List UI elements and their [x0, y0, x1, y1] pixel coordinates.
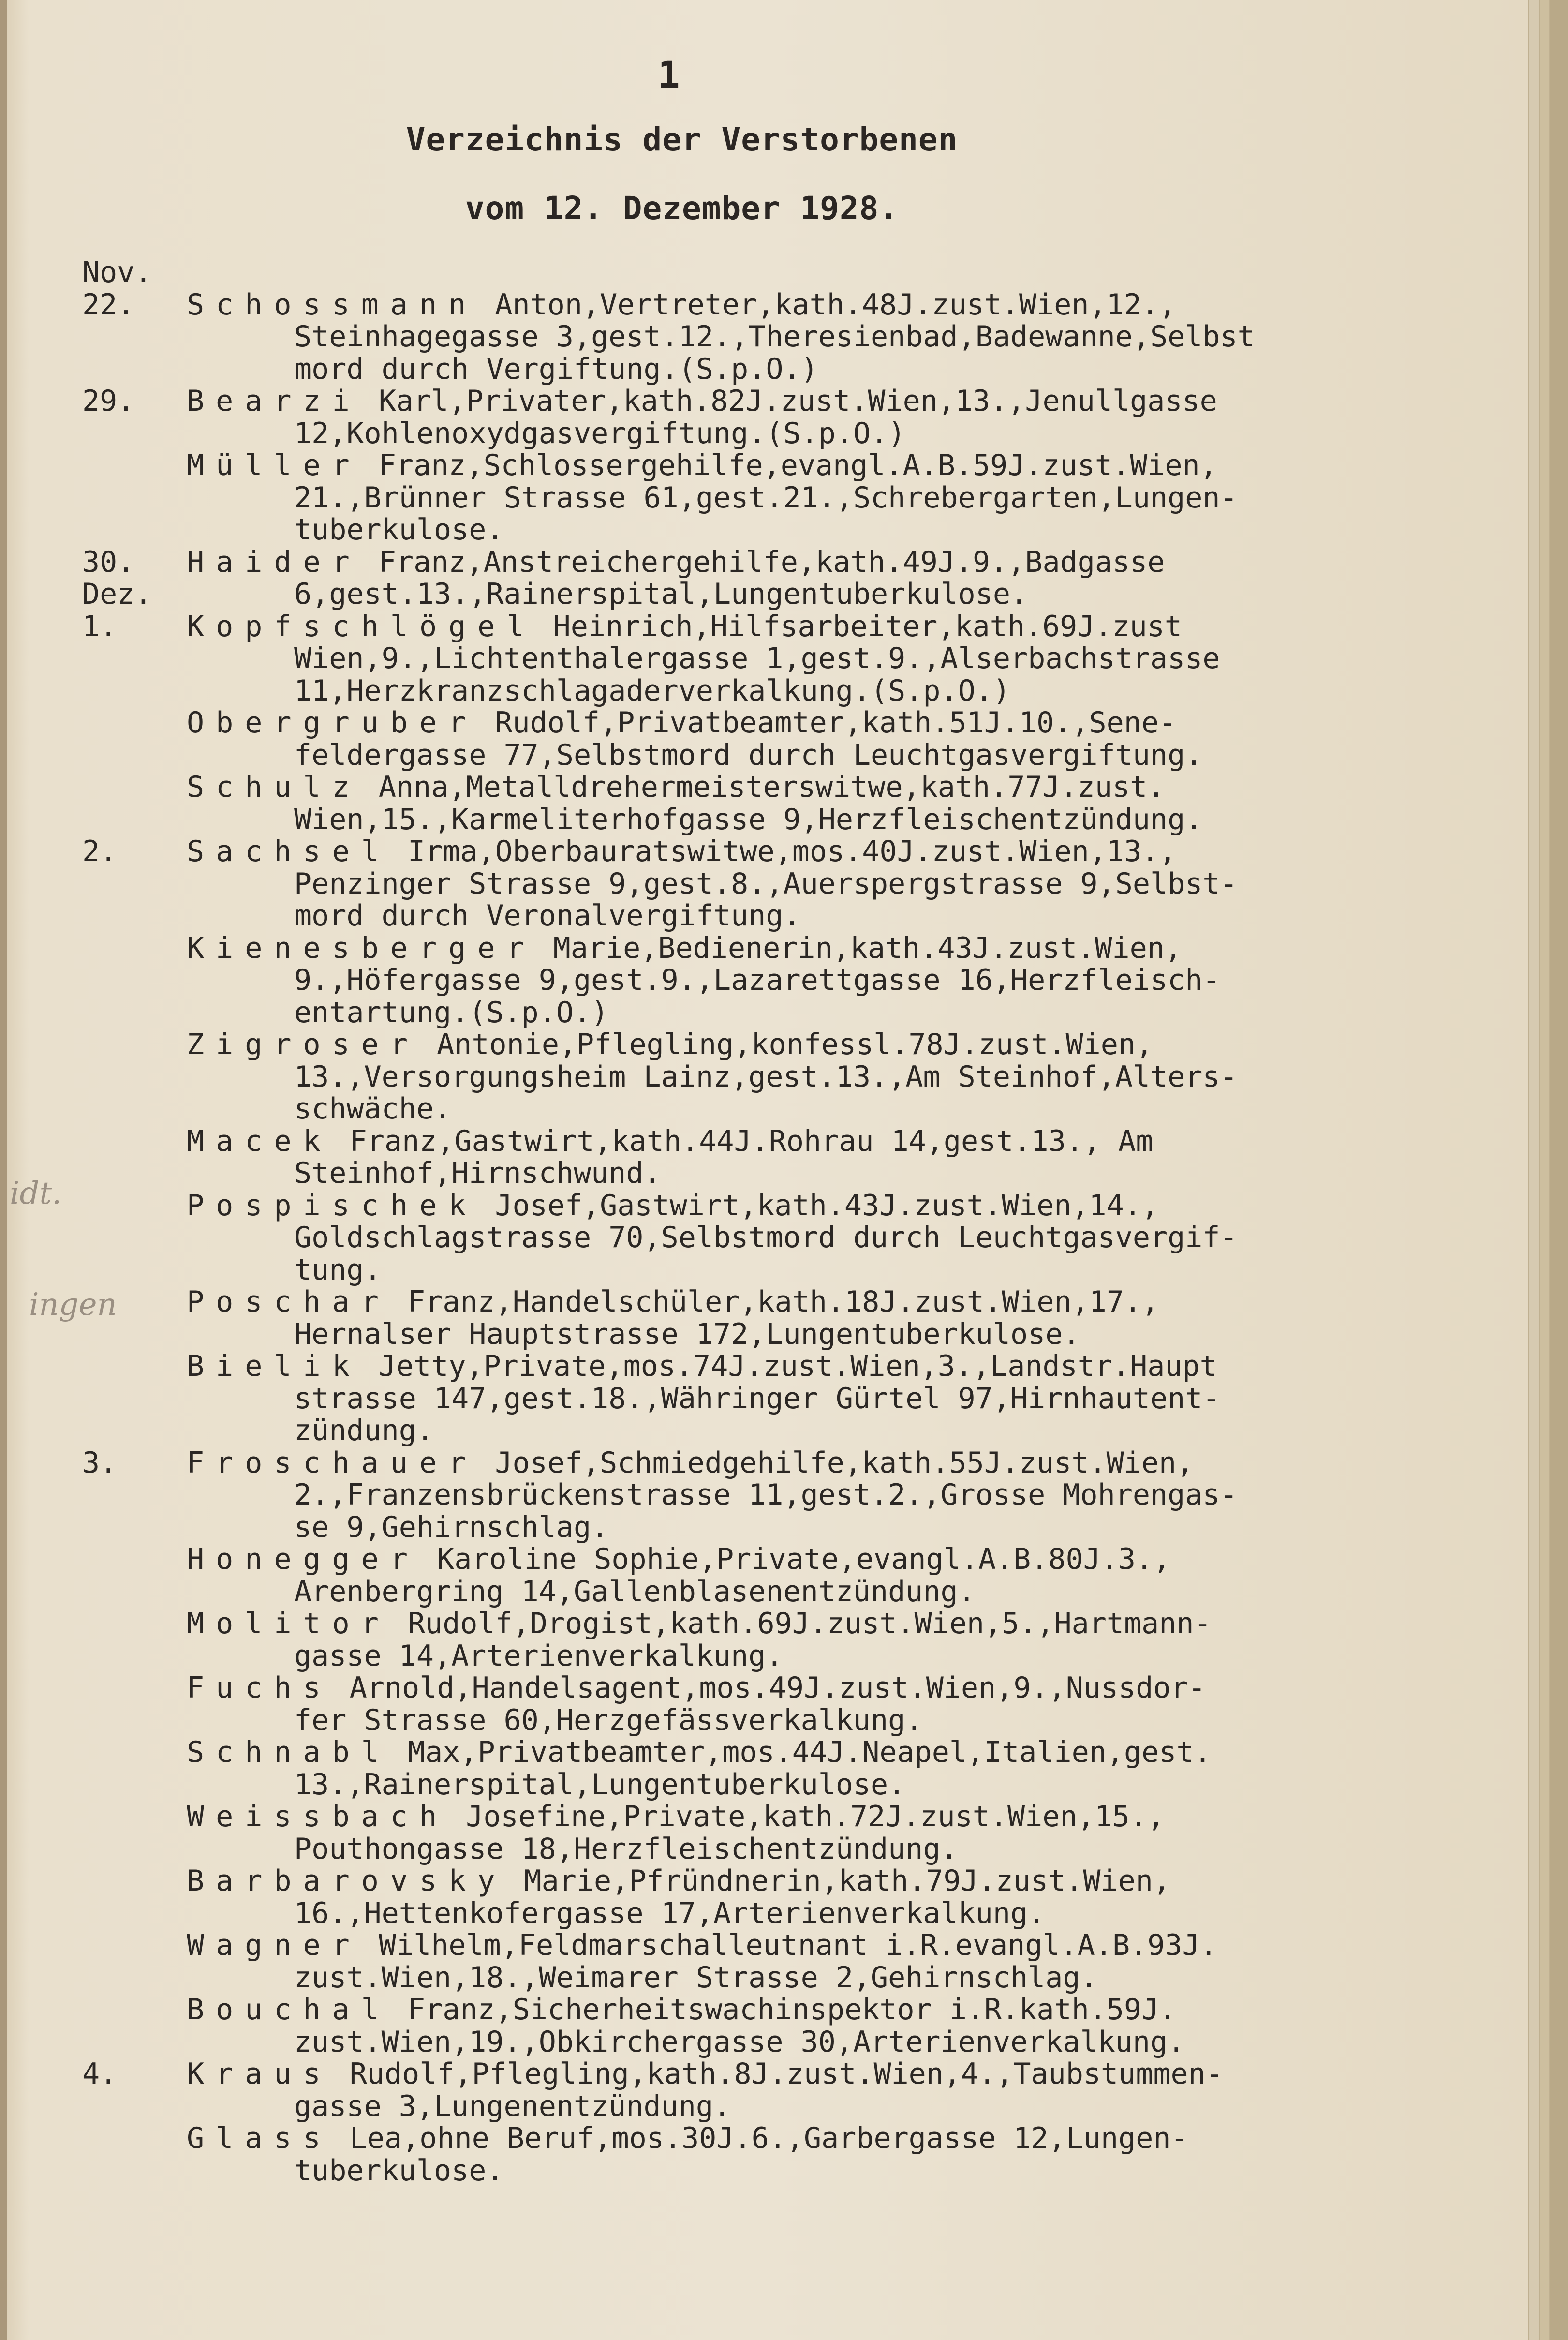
entry-details: Jetty,Private,mos.74J.zust.Wien,3.,Landstr.Haupt [361, 1349, 1217, 1383]
entry-line [82, 1897, 1485, 1930]
binding-edge [0, 0, 7, 2340]
margin-mark-1: idt. [10, 1176, 62, 1211]
entry-date: 4. [82, 2057, 118, 2091]
entry-details: Rudolf,Drogist,kath.69J.zust.Wien,5.,Hartmann- [390, 1607, 1212, 1640]
entry-text [294, 1962, 1098, 1994]
entry-line [82, 642, 1485, 675]
entry-details: Goldschlagstrasse 70,Selbstmord durch Leuchtgasvergif- [294, 1221, 1238, 1254]
entry-line [82, 1736, 1485, 1769]
deceased-surname: Schnabl [187, 1735, 390, 1769]
deceased-surname: Bearzi [187, 384, 361, 418]
entry-text [294, 900, 801, 932]
entry-text [187, 932, 1182, 965]
entry-line [82, 1190, 1485, 1222]
entry-details: Karoline Sophie,Private,evangl.A.B.80J.3., [419, 1542, 1171, 1576]
page-edge [1539, 0, 1550, 2340]
entry-details: Marie,Pfründnerin,kath.79J.zust.Wien, [506, 1864, 1171, 1898]
entry-line [82, 1447, 1485, 1479]
entry-line [82, 1511, 1485, 1544]
entry-text [187, 707, 1176, 739]
entry-text [187, 546, 1165, 579]
entry-details: Franz,Gastwirt,kath.44J.Rohrau 14,gest.13., Am [332, 1124, 1154, 1158]
entry-date: Dez. [82, 577, 152, 611]
entry-details: Arnold,Handelsagent,mos.49J.zust.Wien,9.,Nussdor- [332, 1671, 1206, 1705]
entry-details: se 9,Gehirnschlag. [294, 1510, 609, 1544]
deceased-surname: Weissbach [187, 1800, 449, 1833]
entry-line [82, 385, 1485, 417]
deceased-surname: Macek [187, 1124, 332, 1158]
entry-line [82, 1222, 1485, 1254]
entry-details: Josefine,Private,kath.72J.zust.Wien,15., [448, 1800, 1165, 1833]
entry-text [294, 321, 1255, 353]
entry-text [294, 1383, 1220, 1415]
entry-details: Wilhelm,Feldmarschalleutnant i.R.evangl.A.B.93J. [361, 1928, 1217, 1962]
entry-text [294, 1704, 923, 1737]
entry-text [294, 514, 503, 546]
entry-line [82, 1254, 1485, 1286]
document-title: Verzeichnis der Verstorbenen [406, 121, 958, 158]
entry-text [187, 1929, 1217, 1962]
entry-details: Rudolf,Privatbeamter,kath.51J.10.,Sene- [477, 706, 1177, 740]
entry-line [82, 1994, 1485, 2026]
deceased-surname: Pospischek [187, 1188, 478, 1222]
deceased-surname: Schulz [187, 770, 361, 804]
entry-details: Rudolf,Pflegling,kath.8J.zust.Wien,4.,Taubstummen- [332, 2057, 1223, 2091]
entry-line [82, 449, 1485, 482]
deceased-surname: Bielik [187, 1349, 361, 1383]
entry-text [294, 964, 1220, 997]
entry-details: 9.,Höfergasse 9,gest.9.,Lazarettgasse 16,Herzfleisch- [294, 963, 1220, 997]
page-edge [1549, 0, 1568, 2340]
entry-text [294, 997, 608, 1029]
entry-date: 1. [82, 609, 118, 643]
entry-line [82, 514, 1485, 546]
entry-details: zündung. [294, 1414, 434, 1447]
entry-text [187, 835, 1176, 868]
deceased-surname: Honegger [187, 1542, 419, 1576]
deceased-surname: Molitor [187, 1607, 390, 1640]
entry-details: Wien,15.,Karmeliterhofgasse 9,Herzfleischentzündung. [294, 802, 1203, 836]
entry-line [82, 611, 1485, 643]
entry-text [187, 289, 1176, 321]
entry-text [294, 2090, 731, 2123]
entry-text [187, 1994, 1176, 2026]
entry-details: entartung.(S.p.O.) [294, 995, 609, 1029]
entry-text [294, 2026, 1185, 2058]
deceased-surname: Kienesberger [187, 931, 536, 965]
entry-text [294, 2155, 503, 2187]
entry-text [187, 1125, 1153, 1158]
entry-text [294, 1479, 1238, 1511]
entry-line [82, 1865, 1485, 1897]
entry-text [187, 1801, 1165, 1833]
deceased-surname: Fuchs [187, 1671, 332, 1705]
entry-line [82, 1318, 1485, 1351]
entry-line [82, 1157, 1485, 1190]
entry-details: Karl,Privater,kath.82J.zust.Wien,13.,Jenullgasse [361, 384, 1217, 418]
entry-line [82, 1704, 1485, 1737]
page-number: 1 [658, 53, 680, 96]
entry-line [82, 2090, 1485, 2123]
entry-line [82, 900, 1485, 932]
entry-text [294, 1576, 976, 1608]
entry-date: 2. [82, 835, 118, 868]
entry-text [187, 611, 1182, 643]
entry-line [82, 771, 1485, 804]
entry-details: Lea,ohne Beruf,mos.30J.6.,Garbergasse 12,Lungen- [332, 2121, 1188, 2155]
entry-details: Irma,Oberbauratswitwe,mos.40J.zust.Wien,13., [390, 835, 1177, 868]
entry-line [82, 675, 1485, 707]
entry-details: tuberkulose. [294, 513, 504, 547]
entry-text [294, 1769, 905, 1801]
entry-line [82, 1125, 1485, 1158]
entry-details: schwäche. [294, 1092, 452, 1126]
entry-text [294, 482, 1238, 514]
entry-date: 22. [82, 287, 135, 322]
entry-details: zust.Wien,19.,Obkirchergasse 30,Arterienverkalkung. [294, 2025, 1185, 2059]
entry-line [82, 289, 1485, 321]
entry-text [187, 1608, 1212, 1640]
entry-details: Franz,Anstreichergehilfe,kath.49J.9.,Badgasse [361, 545, 1165, 579]
entry-text [294, 1897, 1045, 1930]
entry-line [82, 1833, 1485, 1865]
entry-line [82, 1962, 1485, 1994]
deceased-surname: Kopfschlögel [187, 609, 536, 643]
entry-text [294, 353, 818, 386]
entry-details: Franz,Schlossergehilfe,evangl.A.B.59J.zust.Wien, [361, 448, 1217, 482]
entry-date: 29. [82, 384, 135, 418]
entry-details: Steinhof,Hirnschwund. [294, 1156, 661, 1190]
entry-details: 21.,Brünner Strasse 61,gest.21.,Schrebergarten,Lungen- [294, 480, 1238, 515]
entry-date: Nov. [82, 255, 152, 289]
entry-details: mord durch Vergiftung.(S.p.O.) [294, 352, 818, 386]
entry-details: Franz,Handelschüler,kath.18J.zust.Wien,17., [390, 1285, 1159, 1319]
entry-date: 3. [82, 1446, 118, 1480]
entry-line [82, 964, 1485, 997]
entry-details: 11,Herzkranzschlagaderverkalkung.(S.p.O.) [294, 673, 1011, 708]
entry-text [294, 739, 1202, 772]
entry-text [294, 1254, 382, 1286]
entry-details: Max,Privatbeamter,mos.44J.Neapel,Italien,gest. [390, 1735, 1212, 1769]
entry-text [187, 771, 1165, 804]
entry-line [82, 868, 1485, 900]
entry-line [82, 578, 1485, 611]
entry-line [82, 321, 1485, 353]
entry-text [294, 1640, 783, 1672]
entry-line [82, 482, 1485, 514]
entry-text [187, 2122, 1188, 2155]
entry-line [82, 804, 1485, 836]
entry-text [187, 2058, 1223, 2090]
entry-text [294, 675, 1010, 707]
entry-details: Josef,Schmiedgehilfe,kath.55J.zust.Wien, [477, 1446, 1194, 1480]
deceased-surname: Haider [187, 545, 361, 579]
entry-details: 6,gest.13.,Rainerspital,Lungentuberkulose. [294, 577, 1028, 611]
entry-details: Marie,Bedienerin,kath.43J.zust.Wien, [535, 931, 1183, 965]
entry-line [82, 1672, 1485, 1704]
deceased-surname: Schossmann [187, 287, 478, 322]
entry-line [82, 2155, 1485, 2187]
entry-line [82, 417, 1485, 450]
entry-line [82, 1801, 1485, 1833]
entry-line [82, 1640, 1485, 1672]
entry-details: Arenbergring 14,Gallenblasenentzündung. [294, 1574, 976, 1609]
entry-line [82, 2122, 1485, 2155]
entry-line [82, 1028, 1485, 1061]
entry-details: 12,Kohlenoxydgasvergiftung.(S.p.O.) [294, 416, 906, 450]
entry-text [187, 1543, 1170, 1576]
entry-text [187, 449, 1217, 482]
entry-date: 30. [82, 545, 135, 579]
entry-details: Anna,Metalldrehermeisterswitwe,kath.77J.zust. [361, 770, 1165, 804]
entry-details: 16.,Hettenkofergasse 17,Arterienverkalkung. [294, 1896, 1046, 1930]
entry-text [294, 1061, 1238, 1093]
entry-text [294, 1093, 451, 1125]
entry-line [82, 1061, 1485, 1093]
deceased-surname: Kraus [187, 2057, 332, 2091]
entry-details: 13.,Versorgungsheim Lainz,gest.13.,Am Steinhof,Alters- [294, 1059, 1238, 1094]
entry-details: Penzinger Strasse 9,gest.8.,Auerspergstrasse 9,Selbst- [294, 866, 1238, 901]
entry-line [82, 1350, 1485, 1383]
deceased-surname: Zigroser [187, 1028, 419, 1061]
entry-line [82, 353, 1485, 386]
deceased-surname: Glass [187, 2121, 332, 2155]
entry-details: tung. [294, 1252, 382, 1287]
entry-details: gasse 3,Lungenentzündung. [294, 2089, 731, 2123]
entry-text [294, 804, 1202, 836]
entry-line [82, 1286, 1485, 1318]
entry-line [82, 1543, 1485, 1576]
entry-line [82, 2058, 1485, 2090]
entry-text [294, 1222, 1238, 1254]
entry-line [82, 1929, 1485, 1962]
entry-line [82, 739, 1485, 772]
entry-text [294, 1833, 958, 1865]
entry-details: zust.Wien,18.,Weimarer Strasse 2,Gehirnschlag. [294, 1960, 1098, 1995]
entry-details: Wien,9.,Lichtenthalergasse 1,gest.9.,Alserbachstrasse [294, 641, 1220, 675]
entry-line [82, 1479, 1485, 1511]
entry-details: gasse 14,Arterienverkalkung. [294, 1639, 784, 1673]
entry-text [294, 1511, 608, 1544]
entry-text [187, 1672, 1206, 1704]
entry-details: Antonie,Pflegling,konfessl.78J.zust.Wien, [419, 1028, 1154, 1061]
entry-line [82, 707, 1485, 739]
deceased-surname: Bouchal [187, 1993, 390, 2027]
entry-text [187, 385, 1217, 417]
entry-line [82, 932, 1485, 965]
entry-details: Heinrich,Hilfsarbeiter,kath.69J.zust [535, 609, 1183, 643]
entry-text [294, 868, 1238, 900]
entry-details: feldergasse 77,Selbstmord durch Leuchtgasvergiftung. [294, 738, 1203, 772]
entry-line [82, 2026, 1485, 2058]
entry-text [187, 1190, 1159, 1222]
entries-list [82, 256, 1485, 2187]
entry-text [294, 578, 1028, 611]
deceased-surname: Obergruber [187, 706, 478, 740]
deceased-surname: Wagner [187, 1928, 361, 1962]
entry-details: 2.,Franzensbrückenstrasse 11,gest.2.,Grosse Mohrengas- [294, 1478, 1238, 1512]
entry-text [187, 1350, 1217, 1383]
entry-details: strasse 147,gest.18.,Währinger Gürtel 97,Hirnhautent- [294, 1381, 1220, 1416]
entry-details: Anton,Vertreter,kath.48J.zust.Wien,12., [477, 287, 1177, 322]
entry-text [187, 1028, 1153, 1061]
page-edge [1528, 0, 1540, 2340]
entry-details: Hernalser Hauptstrasse 172,Lungentuberkulose. [294, 1317, 1080, 1351]
entry-line [82, 1576, 1485, 1608]
document-date: vom 12. Dezember 1928. [465, 190, 899, 227]
entry-text [294, 417, 905, 450]
deceased-surname: Froschauer [187, 1446, 478, 1480]
entry-text [187, 1865, 1170, 1897]
entry-line [82, 256, 1485, 289]
margin-mark-2: ingen [29, 1287, 117, 1323]
entry-details: fer Strasse 60,Herzgefässverkalkung. [294, 1703, 923, 1737]
entry-text [187, 1447, 1194, 1479]
entry-line [82, 1415, 1485, 1447]
entry-details: Pouthongasse 18,Herzfleischentzündung. [294, 1832, 958, 1866]
deceased-surname: Poschar [187, 1285, 390, 1319]
entry-text [187, 1736, 1212, 1769]
entry-line [82, 1769, 1485, 1801]
entry-details: Steinhagegasse 3,gest.12.,Theresienbad,Badewanne,Selbst [294, 320, 1255, 354]
entry-details: Franz,Sicherheitswachinspektor i.R.kath.59J. [390, 1993, 1177, 2027]
entry-details: tuberkulose. [294, 2153, 504, 2188]
entry-line [82, 546, 1485, 579]
entry-details: Josef,Gastwirt,kath.43J.zust.Wien,14., [477, 1188, 1159, 1222]
entry-line [82, 1608, 1485, 1640]
deceased-surname: Müller [187, 448, 361, 482]
deceased-surname: Sachsel [187, 835, 390, 868]
entry-text [294, 1318, 1080, 1351]
entry-details: mord durch Veronalvergiftung. [294, 899, 801, 933]
entry-line [82, 1093, 1485, 1125]
entry-line [82, 1383, 1485, 1415]
entry-line [82, 997, 1485, 1029]
entry-line [82, 835, 1485, 868]
entry-text [294, 1415, 434, 1447]
entry-text [294, 642, 1220, 675]
entry-text [187, 1286, 1159, 1318]
entry-details: 13.,Rainerspital,Lungentuberkulose. [294, 1767, 906, 1802]
entry-text [294, 1157, 661, 1190]
deceased-surname: Barbarovsky [187, 1864, 507, 1898]
